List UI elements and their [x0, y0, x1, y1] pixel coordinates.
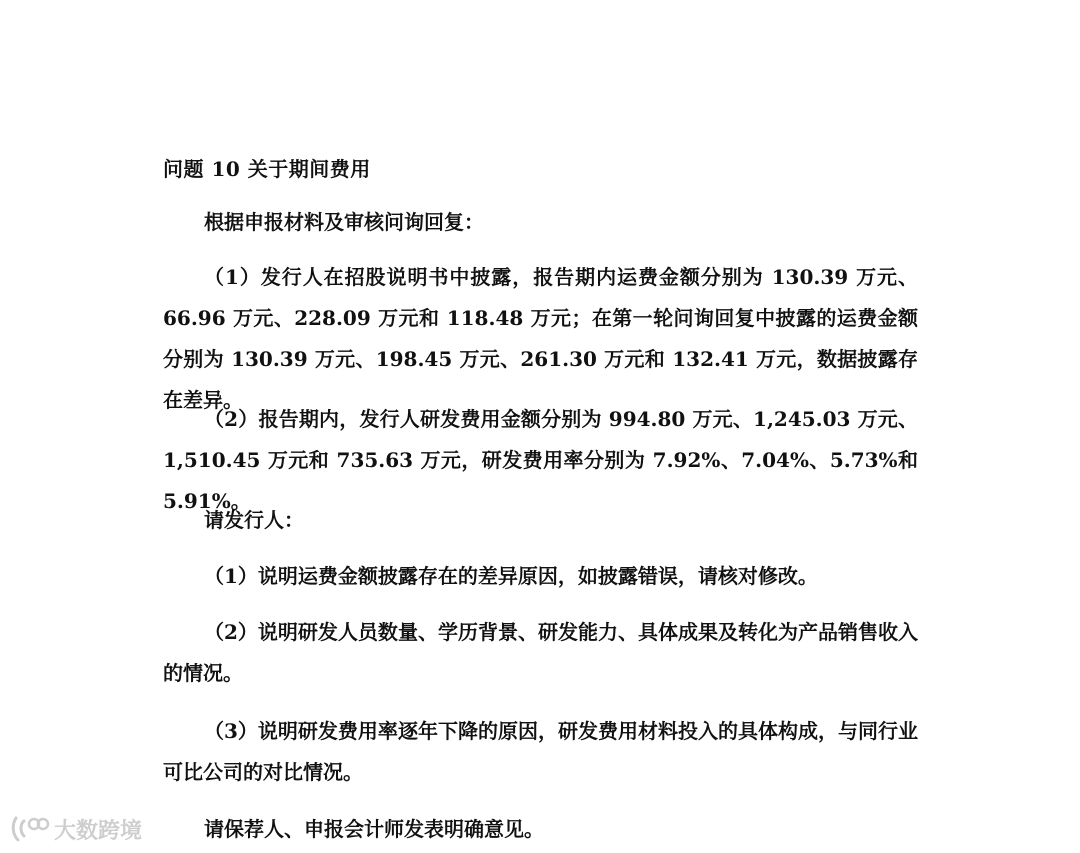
watermark: [10, 812, 142, 846]
freight-disclosure-paragraph: （1）发行人在招股说明书中披露，报告期内运费金额分别为 130.39 万元、66.96 万元、228.09 万元和 118.48 万元；在第一轮问询回复中披露的运费金额分别为 130.39 万元、198.45 万元、261.30 万元和 132.41 万元，数据披露存在差异。: [163, 265, 918, 412]
intro-paragraph: 根据申报材料及审核问询回复：: [204, 210, 484, 234]
question-3-paragraph: （3）说明研发费用率逐年下降的原因，研发费用材料投入的具体构成，与同行业可比公司的对比情况。: [163, 719, 918, 784]
question-heading: 问题 10 关于期间费用: [163, 157, 371, 181]
final-request-paragraph: 请保荐人、申报会计师发表明确意见。: [204, 817, 544, 841]
rd-expense-paragraph: （2）报告期内，发行人研发费用金额分别为 994.80 万元、1,245.03 万元、1,510.45 万元和 735.63 万元，研发费用率分别为 7.92%、7.04%、5.73%和 5.91%。: [163, 407, 918, 513]
question-1-paragraph: （1）说明运费金额披露存在的差异原因，如披露错误，请核对修改。: [204, 564, 818, 588]
request-issuer-paragraph: 请发行人：: [204, 508, 304, 532]
question-2-paragraph: （2）说明研发人员数量、学历背景、研发能力、具体成果及转化为产品销售收入的情况。: [163, 620, 918, 685]
ch-logo-icon: [10, 812, 50, 846]
watermark-text: 大数跨境: [54, 818, 143, 844]
